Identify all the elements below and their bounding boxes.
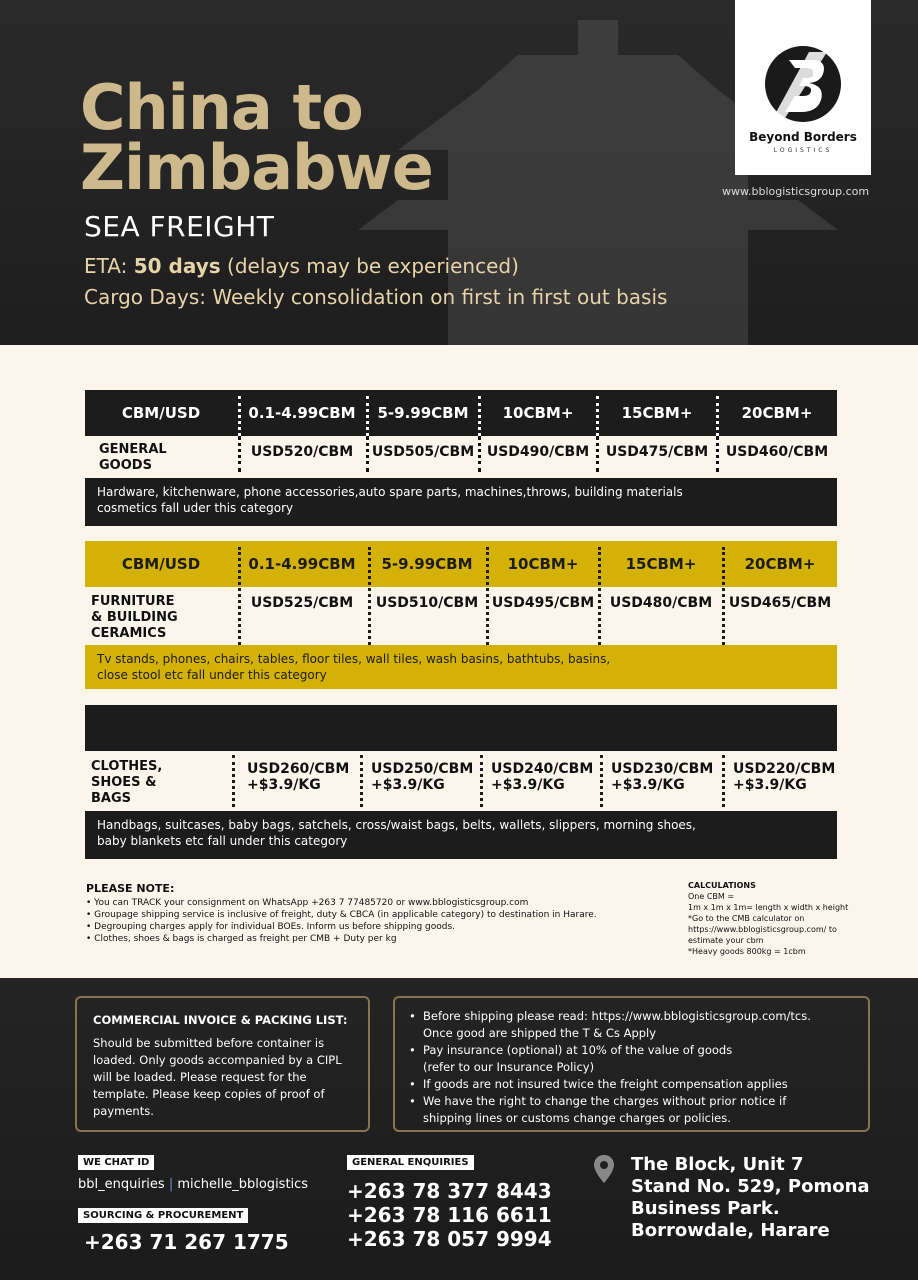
column-divider bbox=[598, 547, 601, 645]
column-divider bbox=[480, 755, 483, 807]
column-divider bbox=[722, 755, 725, 807]
calculations-note bbox=[688, 880, 868, 957]
phone-number[interactable]: +263 78 057 9994 bbox=[347, 1227, 552, 1251]
price-cell: USD460/CBM bbox=[725, 444, 829, 460]
cargo-days: Cargo Days: Weekly consolidation on first in first out basis bbox=[84, 285, 668, 309]
price-cell: USD250/CBM +$3.9/KG bbox=[371, 761, 474, 793]
column-divider bbox=[238, 547, 241, 645]
category-description: Hardware, kitchenware, phone accessories,auto spare parts, machines,throws, building materials cosmetics fall uder this category bbox=[85, 478, 837, 526]
wechat-label: WE CHAT ID bbox=[78, 1155, 154, 1170]
note-item: • Clothes, shoes & bags is charged as freight per CMB + Duty per kg bbox=[86, 934, 397, 944]
calc-heading: CALCULATIONS bbox=[688, 881, 756, 890]
calc-line: https://www.bblogisticsgroup.com/ to bbox=[688, 925, 837, 934]
wechat-separator: | bbox=[168, 1177, 174, 1192]
logo bbox=[735, 0, 871, 175]
logo-mark-icon bbox=[765, 46, 841, 122]
eta-label: ETA: bbox=[84, 254, 128, 278]
hero-banner bbox=[0, 0, 918, 345]
column-divider bbox=[486, 547, 489, 645]
wechat-ids bbox=[78, 1177, 308, 1192]
sourcing-phone[interactable]: +263 71 267 1775 bbox=[84, 1230, 289, 1254]
eta-value: 50 days bbox=[133, 254, 221, 278]
notes-heading: PLEASE NOTE: bbox=[86, 882, 175, 895]
please-note bbox=[86, 883, 597, 945]
furniture-table bbox=[85, 541, 837, 689]
price-cell: USD475/CBM bbox=[605, 444, 709, 460]
column-divider bbox=[600, 755, 603, 807]
price-cell: USD495/CBM bbox=[491, 595, 595, 611]
terms-item: • We have the right to change the charges without prior notice if shipping lines or customs change charges or policies. bbox=[409, 1093, 854, 1127]
calc-line: *Go to the CMB calculator on bbox=[688, 914, 805, 923]
location-pin-icon bbox=[592, 1154, 616, 1184]
terms-box bbox=[393, 996, 870, 1132]
invoice-heading: COMMERCIAL INVOICE & PACKING LIST: bbox=[93, 1013, 348, 1027]
calc-line: 1m x 1m x 1m= length x width x height bbox=[688, 903, 849, 912]
sourcing-label: SOURCING & PROCUREMENT bbox=[78, 1208, 248, 1223]
header-cell: CBM/USD bbox=[121, 555, 201, 573]
invoice-text: Should be submitted before container is loaded. Only goods accompanied by a CIPL will be loaded. Please request for the template. Please keep copies of proof of payments. bbox=[93, 1036, 342, 1118]
wechat-id[interactable]: bbl_enquiries bbox=[78, 1177, 165, 1192]
eta-line bbox=[84, 254, 519, 278]
logo-subtitle: LOGISTICS bbox=[773, 147, 833, 154]
category-label: GENERAL GOODS bbox=[99, 442, 167, 473]
category-label: CLOTHES, SHOES & BAGS bbox=[91, 759, 163, 806]
terms-item: • Pay insurance (optional) at 10% of the value of goods (refer to our Insurance Policy) bbox=[409, 1042, 854, 1076]
price-cell: USD465/CBM bbox=[728, 595, 832, 611]
column-divider bbox=[478, 436, 481, 472]
column-divider bbox=[596, 436, 599, 472]
wechat-id[interactable]: michelle_bblogistics bbox=[177, 1177, 309, 1192]
table-header-row bbox=[85, 705, 837, 751]
invoice-box bbox=[75, 996, 370, 1132]
logo-name: Beyond Borders bbox=[749, 130, 857, 144]
phone-number[interactable]: +263 78 116 6611 bbox=[347, 1203, 552, 1227]
terms-item: • Before shipping please read: https://www.bblogisticsgroup.com/tcs. Once good are shipped the T & Cs Apply bbox=[409, 1008, 854, 1042]
price-cell: USD230/CBM +$3.9/KG bbox=[611, 761, 714, 793]
column-divider bbox=[722, 547, 725, 645]
calc-line: One CBM = bbox=[688, 892, 735, 901]
enquiries-phones bbox=[347, 1179, 552, 1251]
title-line-2: Zimbabwe bbox=[80, 131, 433, 204]
calc-line: estimate your cbm bbox=[688, 936, 764, 945]
header-cell: 5-9.99CBM bbox=[381, 555, 473, 573]
header-cell: 15CBM+ bbox=[625, 555, 697, 573]
header-cell: 10CBM+ bbox=[507, 555, 579, 573]
price-cell: USD505/CBM bbox=[371, 444, 475, 460]
page-title bbox=[80, 71, 433, 204]
note-item: • You can TRACK your consignment on WhatsApp +263 7 77485720 or www.bblogisticsgroup.com bbox=[86, 898, 529, 908]
table-row bbox=[85, 436, 837, 478]
header-cell: 20CBM+ bbox=[744, 555, 816, 573]
address-line: Stand No. 529, Pomona bbox=[631, 1176, 870, 1197]
column-divider bbox=[360, 755, 363, 807]
price-cell: USD525/CBM bbox=[250, 595, 354, 611]
price-cell: USD510/CBM bbox=[375, 595, 479, 611]
table-header-row bbox=[85, 390, 837, 436]
note-item: • Degrouping charges apply for individual BOEs. Inform us before shipping goods. bbox=[86, 922, 456, 932]
price-cell: USD520/CBM bbox=[250, 444, 354, 460]
category-label: FURNITURE & BUILDING CERAMICS bbox=[91, 594, 178, 641]
price-cell: USD490/CBM bbox=[486, 444, 590, 460]
phone-number[interactable]: +263 78 377 8443 bbox=[347, 1179, 552, 1203]
price-cell: USD220/CBM +$3.9/KG bbox=[733, 761, 836, 793]
calc-line: *Heavy goods 800kg = 1cbm bbox=[688, 947, 806, 956]
header-cell: 5-9.99CBM bbox=[377, 404, 469, 422]
header-cell: 0.1-4.99CBM bbox=[248, 404, 356, 422]
page-subtitle: SEA FREIGHT bbox=[84, 210, 275, 243]
general-goods-table bbox=[85, 390, 837, 526]
address bbox=[631, 1154, 870, 1242]
eta-note: (delays may be experienced) bbox=[227, 254, 519, 278]
price-cell: USD240/CBM +$3.9/KG bbox=[491, 761, 594, 793]
terms-item: • If goods are not insured twice the freight compensation applies bbox=[409, 1076, 854, 1093]
column-divider bbox=[366, 436, 369, 472]
column-divider bbox=[232, 755, 235, 807]
website-link[interactable]: www.bblogisticsgroup.com bbox=[722, 185, 870, 198]
title-line-1: China to bbox=[80, 71, 363, 144]
header-cell: 10CBM+ bbox=[502, 404, 574, 422]
address-line: Business Park. bbox=[631, 1198, 780, 1219]
category-description: Handbags, suitcases, baby bags, satchels, cross/waist bags, belts, wallets, slippers, morning shoes, baby blankets etc fall under this category bbox=[85, 811, 837, 859]
price-cell: USD260/CBM +$3.9/KG bbox=[247, 761, 350, 793]
note-item: • Groupage shipping service is inclusive of freight, duty & CBCA (in applicable category) to destination in Harare. bbox=[86, 910, 597, 920]
address-line: Borrowdale, Harare bbox=[631, 1220, 830, 1241]
enquiries-label: GENERAL ENQUIRIES bbox=[347, 1155, 474, 1170]
price-cell: USD480/CBM bbox=[609, 595, 713, 611]
column-divider bbox=[238, 436, 241, 472]
column-divider bbox=[716, 436, 719, 472]
header-cell: CBM/USD bbox=[121, 404, 201, 422]
logo-b-icon bbox=[765, 46, 841, 122]
header-cell: 15CBM+ bbox=[621, 404, 693, 422]
footer bbox=[0, 978, 918, 1280]
header-cell: 0.1-4.99CBM bbox=[248, 555, 356, 573]
clothes-table bbox=[85, 705, 837, 859]
column-divider bbox=[368, 547, 371, 645]
address-line: The Block, Unit 7 bbox=[631, 1154, 804, 1175]
header-cell: 20CBM+ bbox=[741, 404, 813, 422]
category-description: Tv stands, phones, chairs, tables, floor tiles, wall tiles, wash basins, bathtubs, basins, close stool etc fall under this category bbox=[85, 645, 837, 689]
